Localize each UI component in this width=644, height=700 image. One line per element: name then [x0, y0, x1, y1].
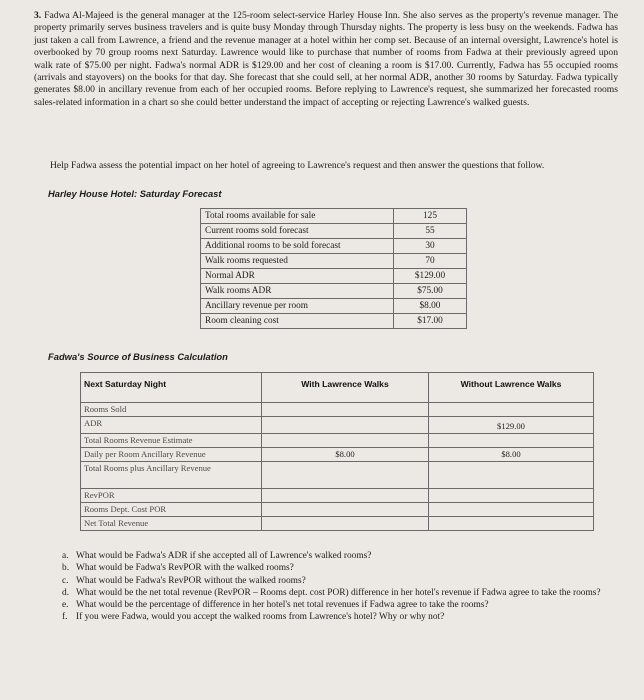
source-table	[80, 372, 594, 531]
question-text: If you were Fadwa, would you accept the walked rooms from Lawrence's hotel? Why or why not?	[76, 612, 445, 623]
forecast-table	[200, 208, 467, 329]
forecast-label: Current rooms sold forecast	[201, 224, 394, 239]
forecast-value: $8.00	[394, 299, 467, 314]
list-item	[62, 599, 602, 611]
question-letter: c.	[62, 575, 69, 586]
header-with-walks: With Lawrence Walks	[262, 373, 429, 403]
table-row	[201, 269, 467, 284]
table-row	[81, 462, 594, 489]
forecast-label: Room cleaning cost	[201, 314, 394, 329]
with-value	[262, 434, 429, 448]
forecast-label: Walk rooms ADR	[201, 284, 394, 299]
with-value	[262, 503, 429, 517]
without-value: $8.00	[429, 448, 594, 462]
forecast-title: Harley House Hotel: Saturday Forecast	[48, 188, 222, 199]
forecast-value: 125	[394, 209, 467, 224]
source-title: Fadwa's Source of Business Calculation	[48, 351, 228, 362]
without-value	[429, 462, 594, 489]
row-label: RevPOR	[81, 489, 262, 503]
table-row	[81, 517, 594, 531]
question-letter: a.	[62, 551, 69, 561]
list-item	[62, 550, 602, 562]
question-letter: b.	[62, 563, 70, 574]
question-text: What would be the net total revenue (RevPOR – Rooms dept. cost POR) difference in her hotel's revenue if Fadwa agree to take the rooms?	[76, 587, 601, 598]
forecast-value: $75.00	[394, 284, 467, 299]
forecast-value: 55	[394, 224, 467, 239]
with-value	[262, 462, 429, 489]
row-label: Rooms Sold	[81, 403, 262, 417]
without-value	[429, 434, 594, 448]
without-value	[429, 517, 594, 531]
question-letter: e.	[62, 600, 69, 611]
without-value: $129.00	[429, 417, 594, 434]
help-instruction: Help Fadwa assess the potential impact on her hotel of agreeing to Lawrence's request and then answer the questions that follow.	[50, 160, 545, 171]
forecast-value: 70	[394, 254, 467, 269]
table-row	[201, 254, 467, 269]
row-label: Total Rooms plus Ancillary Revenue	[81, 462, 262, 489]
table-row	[81, 417, 594, 434]
table-row	[201, 209, 467, 224]
without-value	[429, 403, 594, 417]
table-row	[81, 403, 594, 417]
table-row	[81, 434, 594, 448]
question-text: What would be the percentage of difference in her hotel's net total revenues if Fadwa agree to take the rooms?	[76, 600, 489, 611]
question-text: What would be Fadwa's ADR if she accepted all of Lawrence's walked rooms?	[76, 551, 372, 561]
with-value	[262, 517, 429, 531]
forecast-value: 30	[394, 239, 467, 254]
table-row	[81, 448, 594, 462]
list-item	[62, 611, 602, 623]
problem-number: 3.	[34, 10, 42, 21]
forecast-value: $17.00	[394, 314, 467, 329]
forecast-label: Normal ADR	[201, 269, 394, 284]
question-text: What would be Fadwa's RevPOR with the walked rooms?	[76, 563, 294, 574]
row-label: Daily per Room Ancillary Revenue	[81, 448, 262, 462]
row-label: ADR	[81, 417, 262, 434]
header-without-walks: Without Lawrence Walks	[429, 373, 594, 403]
without-value	[429, 503, 594, 517]
forecast-value: $129.00	[394, 269, 467, 284]
table-row	[81, 503, 594, 517]
list-item	[62, 575, 602, 587]
table-header-row	[81, 373, 594, 403]
table-row	[201, 224, 467, 239]
table-row	[201, 284, 467, 299]
row-label: Net Total Revenue	[81, 517, 262, 531]
problem-statement	[34, 10, 618, 109]
with-value: $8.00	[262, 448, 429, 462]
question-letter: f.	[62, 612, 68, 623]
header-next-saturday: Next Saturday Night	[81, 373, 262, 403]
with-value	[262, 403, 429, 417]
forecast-label: Walk rooms requested	[201, 254, 394, 269]
row-label: Rooms Dept. Cost POR	[81, 503, 262, 517]
table-row	[201, 299, 467, 314]
table-row	[81, 489, 594, 503]
forecast-label: Additional rooms to be sold forecast	[201, 239, 394, 254]
list-item	[62, 587, 602, 599]
list-item	[62, 562, 602, 574]
table-row	[201, 239, 467, 254]
forecast-label: Total rooms available for sale	[201, 209, 394, 224]
forecast-label: Ancillary revenue per room	[201, 299, 394, 314]
question-list	[62, 550, 602, 624]
problem-text: Fadwa Al-Majeed is the general manager at the 125-room select-service Harley House Inn. She also serves as the property's revenue manager. The property primarily serves business travelers and is quite busy Monday through Thursday nights. The property is less busy on the weekends. Fadwa has just taken a call from Lawrence, a friend and the revenue manager at a hotel within her comp set. Because of an internal oversight, Lawrence's hotel is overbooked by 70 group rooms next Saturday. Lawrence would like to purchase that number of rooms from Fadwa at their previously agreed upon walk rate of $75.00 per night. Fadwa's normal ADR is $129.00 and her cost of cleaning a room is $17.00. Currently, Fadwa has 55 occupied rooms (arrivals and stayovers) on the books for that day. She forecast that she could sell, at her normal ADR, another 30 rooms by Saturday. Fadwa typically generates $8.00 in ancillary revenue from each of her occupied rooms. Before replying to Lawrence's request, she summarized her forecasted rooms sales-related information in a chart so she could better understand the impact of accepting or rejecting Lawrence's walked guests.	[34, 10, 618, 108]
without-value	[429, 489, 594, 503]
question-letter: d.	[62, 587, 70, 598]
table-row	[201, 314, 467, 329]
with-value	[262, 489, 429, 503]
with-value	[262, 417, 429, 434]
question-text: What would be Fadwa's RevPOR without the walked rooms?	[76, 575, 306, 586]
row-label: Total Rooms Revenue Estimate	[81, 434, 262, 448]
